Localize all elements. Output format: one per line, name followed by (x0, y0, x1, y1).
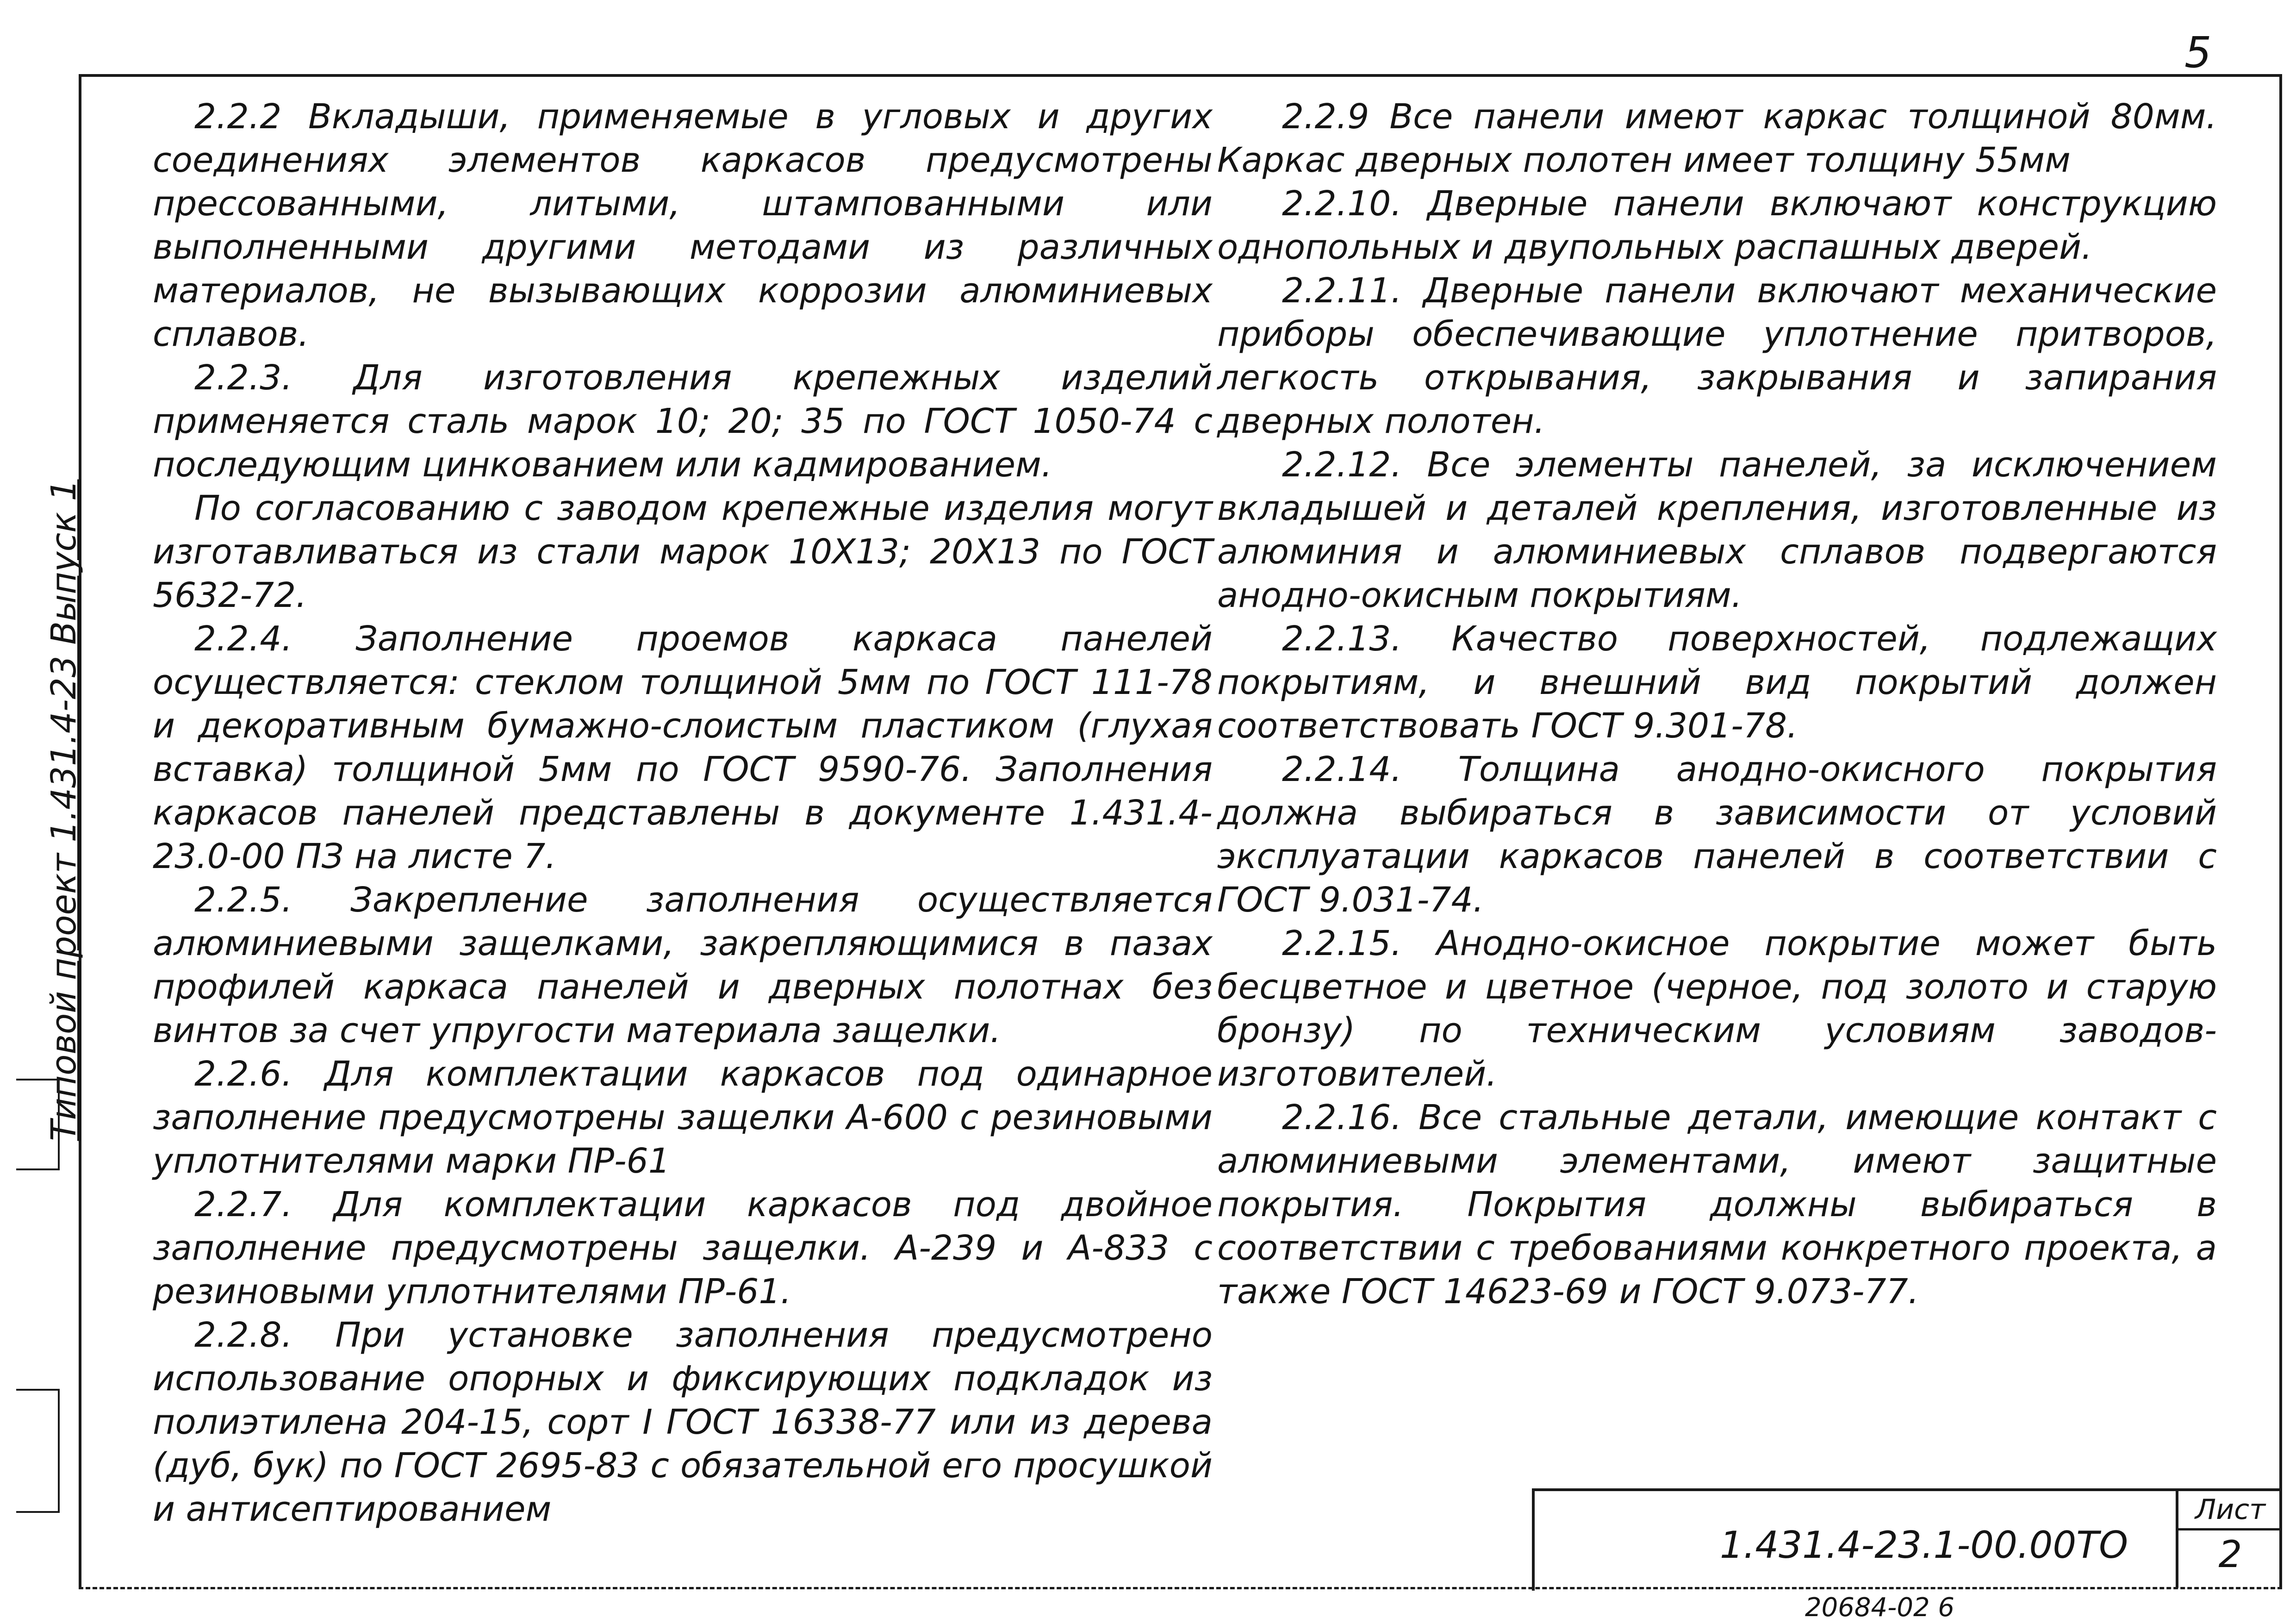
paragraph-2-2-8: 2.2.8. При установке заполнения предусмотрено использование опорных и фиксирующих подкладок из полиэтилена 204-15, сорт I ГОСТ 16338-77 или из дерева (дуб, бук) по ГОСТ 2695-83 с обязательной его просушкой и антисептированием (153, 1315, 1213, 1529)
frame-top-line (79, 74, 2282, 77)
side-margin-mark (16, 1079, 60, 1170)
page-number: 5 (2184, 28, 2212, 77)
title-block-stamp (1532, 1488, 2282, 1591)
paragraph-2-2-5: 2.2.5. Закрепление заполнения осуществляется алюминиевыми защелками, закрепляющимися в пазах профилей каркаса панелей и дверных полотнах без винтов за счет упругости материала защелки. (153, 880, 1213, 1050)
paragraph-2-2-10: 2.2.10. Дверные панели включают конструкцию однопольных и двупольных распашных дверей. (1217, 184, 2217, 267)
paragraph-2-2-2: 2.2.2 Вкладыши, применяемые в угловых и других соединениях элементов каркасов предусмотрены прессованными, литыми, штампованными или выполненными другими методами из различных материалов, не вызывающих коррозии алюминиевых сплавов. (153, 97, 1213, 354)
paragraph-2-2-4: 2.2.4. Заполнение проемов каркаса панелей осуществляется: стеклом толщиной 5мм по ГОСТ 111-78 и декоративным бумажно-слоистым пластиком (глухая вставка) толщиной 5мм по ГОСТ 9590-76. Заполнения каркасов панелей представлены в документе 1.431.4-23.0-00 ПЗ на листе 7. (153, 619, 1213, 876)
side-margin-mark (16, 1389, 60, 1513)
paragraph-2-2-7: 2.2.7. Для комплектации каркасов под двойное заполнение предусмотрены защелки. А-239 и А-833 с резиновыми уплотнителями ПР-61. (153, 1185, 1213, 1312)
paragraph-2-2-9: 2.2.9 Все панели имеют каркас толщиной 80мм. Каркас дверных полотен имеет толщину 55мм (1217, 97, 2217, 180)
side-label: Типовой проект 1.431.4-23 Выпуск 1 (44, 479, 84, 1141)
paragraph-2-2-13: 2.2.13. Качество поверхностей, подлежащих покрытиям, и внешний вид покрытий должен соответствовать ГОСТ 9.301-78. (1217, 619, 2217, 746)
paragraph-2-2-3: 2.2.3. Для изготовления крепежных изделий применяется сталь марок 10; 20; 35 по ГОСТ 1050-74 с последующим цинкованием или кадмированием. (153, 358, 1213, 485)
left-text-column (153, 95, 1213, 1531)
paragraph-2-2-14: 2.2.14. Толщина анодно-окисного покрытия должна выбираться в зависимости от условий эксплуатации каркасов панелей в соответствии с ГОСТ 9.031-74. (1217, 750, 2217, 920)
paragraph-agreement: По согласованию с заводом крепежные изделия могут изготавливаться из стали марок 10Х13; 20Х13 по ГОСТ 5632-72. (153, 488, 1213, 615)
right-text-column (1217, 95, 2217, 1313)
document-code: 1.431.4-23.1-00.00ТО (1720, 1524, 2128, 1567)
sheet-cell (2176, 1491, 2282, 1588)
sheet-label: Лист (2178, 1491, 2282, 1530)
paragraph-2-2-11: 2.2.11. Дверные панели включают механические приборы обеспечивающие уплотнение притворов, легкость открывания, закрывания и запирания дверных полотен. (1217, 271, 2217, 441)
sheet-number: 2 (2218, 1533, 2242, 1576)
order-number: 20684-02 6 (1805, 1593, 1955, 1623)
bottom-border-line (79, 1587, 2282, 1589)
frame-right-line (2279, 74, 2282, 1588)
paragraph-2-2-16: 2.2.16. Все стальные детали, имеющие контакт с алюминиевыми элементами, имеют защитные покрытия. Покрытия должны выбираться в соответствии с требованиями конкретного проекта, а также ГОСТ 14623-69 и ГОСТ 9.073-77. (1217, 1098, 2217, 1312)
paragraph-2-2-15: 2.2.15. Анодно-окисное покрытие может быть бесцветное и цветное (черное, под золото и старую бронзу) по техническим условиям заводов-изготовителей. (1217, 924, 2217, 1094)
paragraph-2-2-12: 2.2.12. Все элементы панелей, за исключением вкладышей и деталей крепления, изготовленные из алюминия и алюминиевых сплавов подвергаются анодно-окисным покрытиям. (1217, 445, 2217, 615)
paragraph-2-2-6: 2.2.6. Для комплектации каркасов под одинарное заполнение предусмотрены защелки А-600 с резиновыми уплотнителями марки ПР-61 (153, 1054, 1213, 1181)
